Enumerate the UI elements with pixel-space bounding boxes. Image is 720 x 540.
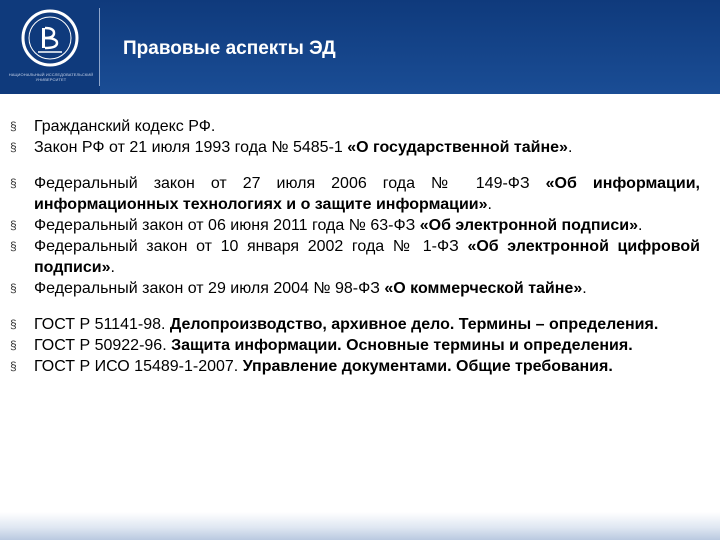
list-item xyxy=(10,236,700,278)
university-logo xyxy=(0,0,100,94)
section-bullet-icon: § xyxy=(10,317,17,331)
footer-gradient-bar xyxy=(0,512,720,540)
item-suffix: . xyxy=(487,196,492,213)
item-suffix: . xyxy=(110,259,115,276)
section-bullet-icon: § xyxy=(10,176,17,190)
section-bullet-icon: § xyxy=(10,359,17,373)
list-item xyxy=(10,173,700,215)
list-item xyxy=(10,278,700,299)
item-bold-title: Защита информации. Основные термины и определения. xyxy=(171,337,633,354)
item-suffix: . xyxy=(638,217,643,234)
hse-emblem-icon xyxy=(12,8,88,68)
item-bold-title: «Об электронной подписи» xyxy=(419,217,638,234)
item-bold-title: Делопроизводство, архивное дело. Термины – определения. xyxy=(169,316,659,333)
section-bullet-icon: § xyxy=(10,218,17,232)
list-item xyxy=(10,116,700,137)
item-bold-title: «О государственной тайне» xyxy=(347,139,568,156)
bullet-group xyxy=(10,314,700,377)
list-item xyxy=(10,356,700,377)
item-text: ГОСТ Р 50922-96. xyxy=(34,337,172,354)
item-bold-title: Управление документами. Общие требования. xyxy=(242,358,613,375)
item-text: ГОСТ Р 51141-98. xyxy=(34,316,170,333)
bullet-group xyxy=(10,173,700,299)
item-text: Федеральный закон от 10 января 2002 года № 1-ФЗ xyxy=(34,238,468,255)
item-text: Федеральный закон от 06 июня 2011 года № 63-ФЗ xyxy=(34,217,420,234)
item-text: Федеральный закон от 29 июля 2004 № 98-ФЗ xyxy=(34,280,385,297)
section-bullet-icon: § xyxy=(10,239,17,253)
section-bullet-icon: § xyxy=(10,281,17,295)
item-suffix: . xyxy=(582,280,587,297)
item-text: ГОСТ Р ИСО 15489-1-2007. xyxy=(34,358,243,375)
bullet-group xyxy=(10,116,700,158)
item-bold-title: «Об электронной цифровой подписи» xyxy=(34,238,700,276)
item-text: Федеральный закон от 27 июля 2006 года № 149-ФЗ xyxy=(34,175,546,192)
item-bold-title: «О коммерческой тайне» xyxy=(384,280,583,297)
item-bold-title: «Об информации, информационных технологиях и о защите информации» xyxy=(34,175,700,213)
list-item xyxy=(10,215,700,236)
slide-title: Правовые аспекты ЭД xyxy=(123,38,336,59)
section-bullet-icon: § xyxy=(10,140,17,154)
logo-caption: НАЦИОНАЛЬНЫЙ ИССЛЕДОВАТЕЛЬСКИЙ УНИВЕРСИТЕТ xyxy=(8,72,94,82)
header-divider xyxy=(99,8,100,86)
list-item xyxy=(10,314,700,335)
slide-content xyxy=(10,116,700,392)
section-bullet-icon: § xyxy=(10,338,17,352)
item-suffix: . xyxy=(567,139,573,156)
list-item xyxy=(10,335,700,356)
item-text: Гражданский кодекс РФ. xyxy=(34,118,216,135)
section-bullet-icon: § xyxy=(10,119,17,133)
list-item xyxy=(10,137,700,158)
item-text: Закон РФ от 21 июля 1993 года № 5485-1 xyxy=(34,139,348,156)
slide-header xyxy=(0,0,720,94)
